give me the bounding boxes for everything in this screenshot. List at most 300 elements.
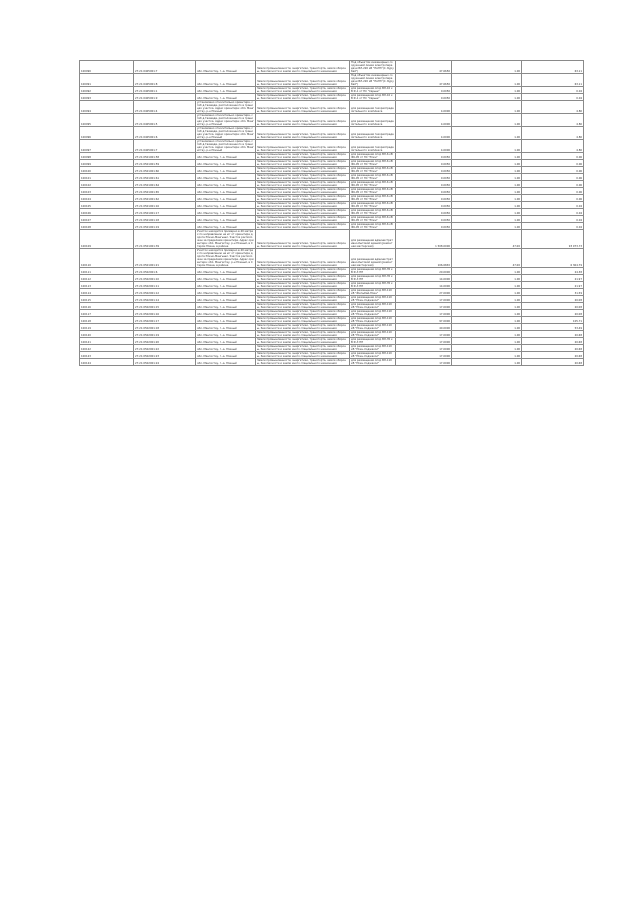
- permitted-use-cell: для размещения газораспределительного комплекса: [350, 127, 396, 140]
- tax-amount-cell: 0.06: [522, 167, 584, 174]
- land-category-cell: Земли промышленности, энергетики, транспорта, земли обороны, безопасности и земли иного специального назначения: [256, 338, 350, 345]
- land-category-cell: Земли промышленности, энергетики, транспорта, земли обороны, безопасности и земли иного специального назначения: [256, 352, 350, 359]
- table-row: [80, 61, 584, 74]
- rate-cell: 47.00: [452, 230, 522, 249]
- tax-amount-cell: 0.04: [522, 209, 584, 216]
- permitted-use-cell: для размещения опор ВЛ-110 кВ "Южн-Ходжакол": [350, 352, 396, 359]
- address-cell: обл. Мангистау, г.-а. Южный: [196, 331, 256, 338]
- tax-amount-cell: 93 973.73: [522, 230, 584, 249]
- permitted-use-cell: для размещения опор ВЛ-6 кВ Ф6-05 от ПС "Южн": [350, 167, 396, 174]
- plot-id-cell: 100093: [80, 94, 134, 101]
- land-category-cell: Земли промышленности, энергетики, транспорта, земли обороны, безопасности и земли иного специального назначения: [256, 216, 350, 223]
- tax-amount-cell: 20.68: [522, 331, 584, 338]
- plot-id-cell: 100108: [80, 223, 134, 230]
- table-row: [80, 195, 584, 202]
- rate-cell: 1.00: [452, 296, 522, 303]
- rate-cell: 1.00: [452, 188, 522, 195]
- land-category-cell: Земли промышленности, энергетики, транспорта, земли обороны, безопасности и земли иного специального назначения: [256, 140, 350, 153]
- permitted-use-cell: для размещения опор ВЛ-35 кВ Ф-3 ПН: [350, 282, 396, 289]
- table-row: [80, 223, 584, 230]
- cadastral-number-cell: 27:21:0502001:16: [134, 310, 196, 317]
- table-row: [80, 268, 584, 275]
- rate-cell: 1.00: [452, 167, 522, 174]
- plot-id-cell: 100090: [80, 61, 134, 74]
- address-cell: обл. Мангистау, г.-а. Южный: [196, 174, 256, 181]
- rate-cell: 1.00: [452, 61, 522, 74]
- address-cell: обл. Мангистау, г.-а. Южный: [196, 87, 256, 94]
- table-row: [80, 167, 584, 174]
- cadastral-number-cell: 27:21:0405001:5: [134, 114, 196, 127]
- address-cell: обл. Мангистау, г.-а. Южный: [196, 181, 256, 188]
- area-cell: 17.0000: [396, 296, 452, 303]
- rate-cell: 1.00: [452, 282, 522, 289]
- tax-amount-cell: 20.08: [522, 310, 584, 317]
- tax-amount-cell: 20.08: [522, 296, 584, 303]
- address-cell: обл. Мангистау, г.-а. Южный: [196, 345, 256, 352]
- area-cell: 0.0050: [396, 216, 452, 223]
- table-row: [80, 140, 584, 153]
- address-cell: обл. Мангистау, г.-а. Южный: [196, 202, 256, 209]
- cadastral-number-cell: 27:21:0501001:39: [134, 230, 196, 249]
- land-category-cell: Земли промышленности, энергетики, транспорта, земли обороны, безопасности и земли иного специального назначения: [256, 317, 350, 324]
- land-category-cell: Земли промышленности, энергетики, транспорта, земли обороны, безопасности и земли иного специального назначения: [256, 310, 350, 317]
- rate-cell: 1.00: [452, 202, 522, 209]
- table-row: [80, 101, 584, 114]
- plot-id-cell: 100104: [80, 195, 134, 202]
- permitted-use-cell: для размещения опор ВЛ-6 кВ Ф6-05 от ПС "Южн": [350, 223, 396, 230]
- cadastral-number-cell: 27:21:0502001:18: [134, 324, 196, 331]
- table-row: [80, 352, 584, 359]
- table-row: [80, 324, 584, 331]
- tax-amount-cell: 63.11: [522, 74, 584, 87]
- permitted-use-cell: для размещения опор ВЛ-6 кВ Ф6-05 от ПС "Южн": [350, 181, 396, 188]
- plot-id-cell: 100100: [80, 167, 134, 174]
- address-cell: обл. Мангистау, г.-а. Южный: [196, 296, 256, 303]
- cadastral-number-cell: 27:21:0502001:20: [134, 338, 196, 345]
- table-row: [80, 303, 584, 310]
- address-cell: обл. Мангистау, г.-а. Южный: [196, 289, 256, 296]
- table-row: [80, 188, 584, 195]
- rate-cell: 1.00: [452, 324, 522, 331]
- area-cell: 0.0050: [396, 209, 452, 216]
- cadastral-number-cell: 27:21:0405001:8: [134, 74, 196, 87]
- land-category-cell: Земли промышленности, энергетики, транспорта, земли обороны, безопасности и земли иного специального назначения: [256, 202, 350, 209]
- cadastral-number-cell: 27:21:0501001:21: [134, 249, 196, 268]
- area-cell: 0.0050: [396, 160, 452, 167]
- land-category-cell: Земли промышленности, энергетики, транспорта, земли обороны, безопасности и земли иного специального назначения: [256, 181, 350, 188]
- table-row: [80, 127, 584, 140]
- area-cell: 0.0050: [396, 153, 452, 160]
- area-cell: 17.0000: [396, 345, 452, 352]
- area-cell: 0.0050: [396, 87, 452, 94]
- area-cell: 4.0000: [396, 101, 452, 114]
- permitted-use-cell: Под объектом инженерных сооружений линии электропередачи ВЛ-220 кВ "НАПЗ"(С. Бурубай"): [351, 61, 394, 73]
- area-cell: 40.0000: [396, 324, 452, 331]
- address-cell: обл. Мангистау, г.-а. Южный: [196, 282, 256, 289]
- table-row: [80, 202, 584, 209]
- table-row: [80, 282, 584, 289]
- address-cell: обл. Мангистау, г.-а. Южный: [196, 188, 256, 195]
- plot-id-cell: 100124: [80, 359, 134, 366]
- area-cell: 17.0000: [396, 310, 452, 317]
- table-row: [80, 310, 584, 317]
- area-cell: 14.0000: [396, 275, 452, 282]
- area-cell: 17.0000: [396, 352, 452, 359]
- permitted-use-cell: для размещения газораспределительного комплекса: [350, 140, 396, 153]
- permitted-use-cell: для размещения опор ВЛ-110 кВ "Жетыбай-Южн": [350, 289, 396, 296]
- plot-id-cell: 100107: [80, 216, 134, 223]
- plot-id-cell: 100102: [80, 181, 134, 188]
- rate-cell: 1.00: [452, 87, 522, 94]
- land-category-cell: Земли промышленности, энергетики, транспорта, земли обороны, безопасности и земли иного специального назначения: [256, 296, 350, 303]
- plot-id-cell: 100103: [80, 188, 134, 195]
- land-category-cell: Земли промышленности, энергетики, транспорта, земли обороны, безопасности и земли иного специального назначения: [256, 188, 350, 195]
- permitted-use-cell: для размещения административно-бытовой зданий (ремонтная мастерская): [350, 249, 396, 268]
- cadastral-number-cell: 27:21:0501001:62: [134, 195, 196, 202]
- cadastral-number-cell: 27:21:0405001:7: [134, 140, 196, 153]
- plot-id-cell: 100096: [80, 127, 134, 140]
- rate-cell: 1.00: [452, 303, 522, 310]
- rate-cell: 1.00: [452, 352, 522, 359]
- area-cell: 0.0050: [396, 167, 452, 174]
- land-category-cell: Земли промышленности, энергетики, транспорта, земли обороны, безопасности и земли иного специального назначения: [256, 223, 350, 230]
- tax-amount-cell: 0.04: [522, 216, 584, 223]
- plot-id-cell: 100097: [80, 140, 134, 153]
- table-row: [80, 275, 584, 282]
- rate-cell: 1.00: [452, 195, 522, 202]
- table-row: [80, 345, 584, 352]
- rate-cell: 1.00: [452, 140, 522, 153]
- permitted-use-cell: для размещения опор ВЛ-110 кВ "Южн-Ходжакол": [350, 310, 396, 317]
- rate-cell: 1.00: [452, 331, 522, 338]
- plot-id-cell: 100115: [80, 296, 134, 303]
- land-category-cell: Земли промышленности, энергетики, транспорта, земли обороны, безопасности и земли иного специального назначения: [256, 230, 350, 249]
- cadastral-number-cell: 27:21:0502001:6: [134, 268, 196, 275]
- permitted-use-cell: для размещения опор ВЛ-110 кВ "Южн-Ходжакол": [350, 303, 396, 310]
- cadastral-number-cell: 27:21:0502001:22: [134, 345, 196, 352]
- permitted-use-cell: для размещения опор ВЛ-6 кВ Ф6-05 от ПС "Южн": [350, 160, 396, 167]
- tax-amount-cell: 0.06: [522, 160, 584, 167]
- tax-amount-cell: 20.68: [522, 352, 584, 359]
- table-row: [80, 181, 584, 188]
- cadastral-number-cell: 27:21:0502001:12: [134, 289, 196, 296]
- cadastral-number-cell: 27:21:0501001:65: [134, 188, 196, 195]
- cadastral-number-cell: 27:21:0501001:64: [134, 181, 196, 188]
- cadastral-number-cell: 27:21:0501001:18: [134, 216, 196, 223]
- area-cell: 27.0000: [396, 289, 452, 296]
- tax-amount-cell: 6 364.79: [522, 249, 584, 268]
- rate-cell: 1.00: [452, 345, 522, 352]
- tax-amount-cell: 20.68: [522, 359, 584, 366]
- plot-id-cell: 100105: [80, 202, 134, 209]
- rate-cell: 1.00: [452, 310, 522, 317]
- area-cell: 0.0050: [396, 223, 452, 230]
- permitted-use-cell: для размещения опор ВЛ-6 кВ Ф6-05 от ПС "Южн": [350, 153, 396, 160]
- permitted-use-cell: для размещения опор ВЛ-110 кВ "Южн-Ходжакол": [350, 331, 396, 338]
- rate-cell: 1.00: [452, 174, 522, 181]
- table-row: [80, 249, 584, 268]
- tax-amount-cell: 31.59: [522, 289, 584, 296]
- table-body: [80, 61, 584, 366]
- table-row: [80, 174, 584, 181]
- rate-cell: 1.00: [452, 216, 522, 223]
- tax-amount-cell: 0.06: [522, 153, 584, 160]
- area-cell: 17.0000: [396, 331, 452, 338]
- permitted-use-cell: для размещения опор ВЛ-110 кВ "Южн-Ходжакол": [350, 324, 396, 331]
- address-cell: обл. Мангистау, г.-а. Южный: [196, 275, 256, 282]
- address-cell: обл. Мангистау, г.-а. Южный: [196, 94, 256, 101]
- land-category-cell: Земли промышленности, энергетики, транспорта, земли обороны, безопасности и земли иного специального назначения: [256, 153, 350, 160]
- permitted-use-cell: для размещения опор ВЛ-110 кВ "Южн-Ходжакол": [350, 345, 396, 352]
- address-cell: обл. Мангистау, г.-а. Южный: [196, 195, 256, 202]
- rate-cell: 1.00: [452, 74, 522, 87]
- permitted-use-cell: для размещения опор ВЛ-6 кВ Ф6-05 от ПС "Южн": [350, 195, 396, 202]
- permitted-use-cell: для размещения опор ВЛ-110 кВ "Южн-Ходжакол": [350, 317, 396, 324]
- address-cell: Участок находится примерно в 40 метрах по направлению на юг от ориентира дорога Южно-Мангышл. Участок расположен за пределами ориентира. Адрес ориентира: обл. Мангистау, р-н Южный, в Старом Южне, в районе: [197, 230, 254, 248]
- table-row: [80, 296, 584, 303]
- permitted-use-cell: для размещения опор ВЛ-110 кВ "Южн-Ходжакол": [350, 359, 396, 366]
- land-category-cell: Земли промышленности, энергетики, транспорта, земли обороны, безопасности и земли иного специального назначения: [256, 101, 350, 114]
- table-row: [80, 114, 584, 127]
- area-cell: 0.0050: [396, 202, 452, 209]
- tax-amount-cell: 0.06: [522, 195, 584, 202]
- rate-cell: 1.00: [452, 114, 522, 127]
- address-cell: обл. Мангистау, г.-а. Южный: [196, 359, 256, 366]
- rate-cell: 1.00: [452, 153, 522, 160]
- plot-id-cell: 100098: [80, 153, 134, 160]
- land-category-cell: Земли промышленности, энергетики, транспорта, земли обороны, безопасности и земли иного специального назначения: [256, 114, 350, 127]
- table-row: [80, 87, 584, 94]
- address-cell: установлено относительно ориентира, сгиб д.Гаювада, расположенного в границах участка. Адрес ориентира: обл. Мангистау, р-н Южный: [197, 140, 254, 152]
- cadastral-number-cell: 27:21:0501001:61: [134, 174, 196, 181]
- area-cell: 0.0050: [396, 188, 452, 195]
- address-cell: обл. Мангистау, г.-а. Южный: [196, 223, 256, 230]
- area-cell: 97.0000: [396, 317, 452, 324]
- rate-cell: 1.00: [452, 289, 522, 296]
- address-cell: обл. Мангистау, г.-а. Южный: [196, 303, 256, 310]
- plot-id-cell: 100121: [80, 338, 134, 345]
- table-row: [80, 209, 584, 216]
- table-row: [80, 153, 584, 160]
- rate-cell: 1.00: [452, 101, 522, 114]
- tax-amount-cell: 20.68: [522, 338, 584, 345]
- cadastral-number-cell: 27:21:0502001:23: [134, 352, 196, 359]
- address-cell: Участок находится примерно в 40 метрах по направлению на юг от ориентира дорога Южно-Мангышл. Участок расположен за пределами ориентира. Адрес ориентира: обл. Мангистау, р-н Южный, в Старом Южне, в районе: [197, 249, 254, 267]
- cadastral-number-cell: 27:21:0501001:17: [134, 209, 196, 216]
- plot-id-cell: 100099: [80, 160, 134, 167]
- address-cell: обл. Мангистау, г.-а. Южный: [196, 160, 256, 167]
- tax-amount-cell: 21.97: [522, 275, 584, 282]
- rate-cell: 1.00: [452, 359, 522, 366]
- land-category-cell: Земли промышленности, энергетики, транспорта, земли обороны, безопасности и земли иного специального назначения: [256, 127, 350, 140]
- permitted-use-cell: для размещения опор ВЛ-35 кВ Ф-3 ПН: [350, 268, 396, 275]
- table-row: [80, 94, 584, 101]
- land-category-cell: Земли промышленности, энергетики, транспорта, земли обороны, безопасности и земли иного специального назначения: [256, 275, 350, 282]
- plot-id-cell: 100123: [80, 352, 134, 359]
- tax-amount-cell: 20.68: [522, 345, 584, 352]
- tax-amount-cell: 0.06: [522, 174, 584, 181]
- permitted-use-cell: Под объектом инженерных сооружений линии электропередачи ВЛ-220 кВ "НАПЗ"(С. Бурубай"): [351, 74, 394, 86]
- land-category-cell: Земли промышленности, энергетики, транспорта, земли обороны, безопасности и земли иного специального назначения: [256, 174, 350, 181]
- address-cell: обл. Мангистау, г.-а. Южный: [196, 338, 256, 345]
- plot-id-cell: 100113: [80, 282, 134, 289]
- cadastral-number-cell: 27:21:0405001:6: [134, 127, 196, 140]
- land-category-cell: Земли промышленности, энергетики, транспорта, земли обороны, безопасности и земли иного специального назначения: [256, 74, 350, 87]
- plot-id-cell: 100106: [80, 209, 134, 216]
- land-category-cell: Земли промышленности, энергетики, транспорта, земли обороны, безопасности и земли иного специального назначения: [256, 324, 350, 331]
- plot-id-cell: 100112: [80, 275, 134, 282]
- area-cell: 17.0000: [396, 338, 452, 345]
- rate-cell: 1.00: [452, 181, 522, 188]
- permitted-use-cell: для размещения опор ВЛ-10 кВ Ф-1 от ПС "Сарыш": [350, 94, 396, 101]
- tax-amount-cell: 4.80: [522, 140, 584, 153]
- address-cell: установлено относительно ориентира, сгиб д.Гаювада, расположенного в границах участка. Адрес ориентира: обл. Мангистау, р-н Южный: [197, 127, 254, 139]
- area-cell: 4.0000: [396, 127, 452, 140]
- area-cell: 17.0000: [396, 303, 452, 310]
- cadastral-number-cell: 27:21:0501001:59: [134, 160, 196, 167]
- permitted-use-cell: для размещения опор ВЛ-35 кВ Ф-3 ПН: [350, 338, 396, 345]
- rate-cell: 1.00: [452, 275, 522, 282]
- permitted-use-cell: для размещения опор ВЛ-6 кВ Ф6-05 от ПС "Южн": [350, 202, 396, 209]
- area-cell: 4.0000: [396, 140, 452, 153]
- rate-cell: 1.00: [452, 209, 522, 216]
- plot-id-cell: 100119: [80, 324, 134, 331]
- area-cell: 106.6650: [396, 249, 452, 268]
- plot-id-cell: 100116: [80, 303, 134, 310]
- area-cell: 0.0050: [396, 181, 452, 188]
- permitted-use-cell: для размещения административно-бытовой зданий (ремонтная мастерская): [350, 230, 396, 249]
- tax-amount-cell: 0.06: [522, 181, 584, 188]
- tax-amount-cell: 4.80: [522, 114, 584, 127]
- address-cell: обл. Мангистау, г.-а. Южный: [196, 61, 256, 74]
- table-row: [80, 230, 584, 249]
- tax-amount-cell: 53.49: [522, 324, 584, 331]
- permitted-use-cell: для размещения газораспределительного комплекса: [350, 101, 396, 114]
- area-cell: 0.0050: [396, 174, 452, 181]
- permitted-use-cell: для размещения опор ВЛ-110 кВ "Южн-Ходжакол": [350, 296, 396, 303]
- land-category-cell: Земли промышленности, энергетики, транспорта, земли обороны, безопасности и земли иного специального назначения: [256, 345, 350, 352]
- cadastral-number-cell: 27:21:0502001:15: [134, 303, 196, 310]
- land-plot-table: [79, 60, 584, 366]
- address-cell: обл. Мангистау, г.-а. Южный: [196, 310, 256, 317]
- permitted-use-cell: для размещения опор ВЛ-6 кВ Ф6-05 от ПС "Южн": [350, 209, 396, 216]
- address-cell: обл. Мангистау, г.-а. Южный: [196, 324, 256, 331]
- address-cell: обл. Мангистау, г.-а. Южный: [196, 74, 256, 87]
- table-row: [80, 74, 584, 87]
- table-row: [80, 338, 584, 345]
- cadastral-number-cell: 27:21:0502001:24: [134, 359, 196, 366]
- permitted-use-cell: для размещения опор ВЛ-35 кВ Ф-3 ПН: [350, 275, 396, 282]
- address-cell: обл. Мангистау, г.-а. Южный: [196, 209, 256, 216]
- table-row: [80, 359, 584, 366]
- tax-amount-cell: 0.04: [522, 202, 584, 209]
- address-cell: обл. Мангистау, г.-а. Южный: [196, 317, 256, 324]
- rate-cell: 47.00: [452, 249, 522, 268]
- address-cell: обл. Мангистау, г.-а. Южный: [196, 352, 256, 359]
- rate-cell: 1.00: [452, 127, 522, 140]
- area-cell: 47.6650: [396, 61, 452, 74]
- cadastral-number-cell: 27:21:0405001:7: [134, 61, 196, 74]
- rate-cell: 1.00: [452, 338, 522, 345]
- plot-id-cell: 100094: [80, 101, 134, 114]
- table-row: [80, 331, 584, 338]
- land-category-cell: Земли промышленности, энергетики, транспорта, земли обороны, безопасности и земли иного специального назначения: [256, 282, 350, 289]
- cadastral-number-cell: 27:21:0405001:1: [134, 87, 196, 94]
- area-cell: 20.0000: [396, 268, 452, 275]
- tax-amount-cell: 4.80: [522, 127, 584, 140]
- cadastral-number-cell: 27:21:0501001:16: [134, 202, 196, 209]
- plot-id-cell: 100109: [80, 230, 134, 249]
- land-category-cell: Земли промышленности, энергетики, транспорта, земли обороны, безопасности и земли иного специального назначения: [256, 167, 350, 174]
- tax-amount-cell: 0.04: [522, 223, 584, 230]
- land-category-cell: Земли промышленности, энергетики, транспорта, земли обороны, безопасности и земли иного специального назначения: [256, 94, 350, 101]
- land-category-cell: Земли промышленности, энергетики, транспорта, земли обороны, безопасности и земли иного специального назначения: [256, 249, 350, 268]
- rate-cell: 1.00: [452, 268, 522, 275]
- plot-id-cell: 100117: [80, 310, 134, 317]
- plot-id-cell: 100114: [80, 289, 134, 296]
- tax-amount-cell: 20.08: [522, 303, 584, 310]
- table-row: [80, 216, 584, 223]
- table-row: [80, 289, 584, 296]
- cadastral-number-cell: 27:21:0501001:60: [134, 167, 196, 174]
- area-cell: 4.0000: [396, 114, 452, 127]
- plot-id-cell: 100091: [80, 74, 134, 87]
- area-cell: 47.6650: [396, 74, 452, 87]
- land-category-cell: Земли промышленности, энергетики, транспорта, земли обороны, безопасности и земли иного специального назначения: [256, 195, 350, 202]
- permitted-use-cell: для размещения опор ВЛ-10 кВ Ф-1 от ПС "Сарыш": [350, 87, 396, 94]
- cadastral-number-cell: 27:21:0502001:19: [134, 331, 196, 338]
- permitted-use-cell: для размещения опор ВЛ-6 кВ Ф6-05 от ПС "Южн": [350, 216, 396, 223]
- cadastral-number-cell: 27:21:0501001:19: [134, 223, 196, 230]
- land-category-cell: Земли промышленности, энергетики, транспорта, земли обороны, безопасности и земли иного специального назначения: [256, 160, 350, 167]
- land-category-cell: Земли промышленности, энергетики, транспорта, земли обороны, безопасности и земли иного специального назначения: [256, 61, 350, 74]
- table-row: [80, 160, 584, 167]
- land-category-cell: Земли промышленности, энергетики, транспорта, земли обороны, безопасности и земли иного специального назначения: [256, 268, 350, 275]
- address-cell: обл. Мангистау, г.-а. Южный: [196, 153, 256, 160]
- address-cell: обл. Мангистау, г.-а. Южный: [196, 268, 256, 275]
- land-category-cell: Земли промышленности, энергетики, транспорта, земли обороны, безопасности и земли иного специального назначения: [256, 209, 350, 216]
- tax-amount-cell: 4.80: [522, 101, 584, 114]
- address-cell: обл. Мангистау, г.-а. Южный: [196, 216, 256, 223]
- plot-id-cell: 100118: [80, 317, 134, 324]
- cadastral-number-cell: 27:21:0405001:4: [134, 101, 196, 114]
- permitted-use-cell: для размещения газораспределительного комплекса: [350, 114, 396, 127]
- table-row: [80, 317, 584, 324]
- plot-id-cell: 100095: [80, 114, 134, 127]
- tax-amount-cell: 63.11: [522, 61, 584, 74]
- area-cell: 0.0050: [396, 195, 452, 202]
- rate-cell: 1.00: [452, 160, 522, 167]
- plot-id-cell: 100110: [80, 249, 134, 268]
- land-category-cell: Земли промышленности, энергетики, транспорта, земли обороны, безопасности и земли иного специального назначения: [256, 359, 350, 366]
- cadastral-number-cell: 27:21:0502001:14: [134, 296, 196, 303]
- rate-cell: 1.00: [452, 223, 522, 230]
- cadastral-number-cell: 27:21:0502001:10: [134, 275, 196, 282]
- address-cell: установлено относительно ориентира, сгиб д.Гаювада, расположенного в границах участка. Адрес ориентира: обл. Мангистау, р-н Южный: [197, 101, 254, 113]
- area-cell: 17.0000: [396, 359, 452, 366]
- area-cell: 0.0050: [396, 94, 452, 101]
- plot-id-cell: 100111: [80, 268, 134, 275]
- cadastral-number-cell: 27:21:0501001:58: [134, 153, 196, 160]
- land-category-cell: Земли промышленности, энергетики, транспорта, земли обороны, безопасности и земли иного специального назначения: [256, 289, 350, 296]
- tax-amount-cell: 105.71: [522, 317, 584, 324]
- tax-amount-cell: 0.06: [522, 188, 584, 195]
- plot-id-cell: 100122: [80, 345, 134, 352]
- tax-amount-cell: 24.38: [522, 268, 584, 275]
- address-cell: обл. Мангистау, г.-а. Южный: [196, 167, 256, 174]
- land-category-cell: Земли промышленности, энергетики, транспорта, земли обороны, безопасности и земли иного специального назначения: [256, 303, 350, 310]
- land-category-cell: Земли промышленности, энергетики, транспорта, земли обороны, безопасности и земли иного специального назначения: [256, 87, 350, 94]
